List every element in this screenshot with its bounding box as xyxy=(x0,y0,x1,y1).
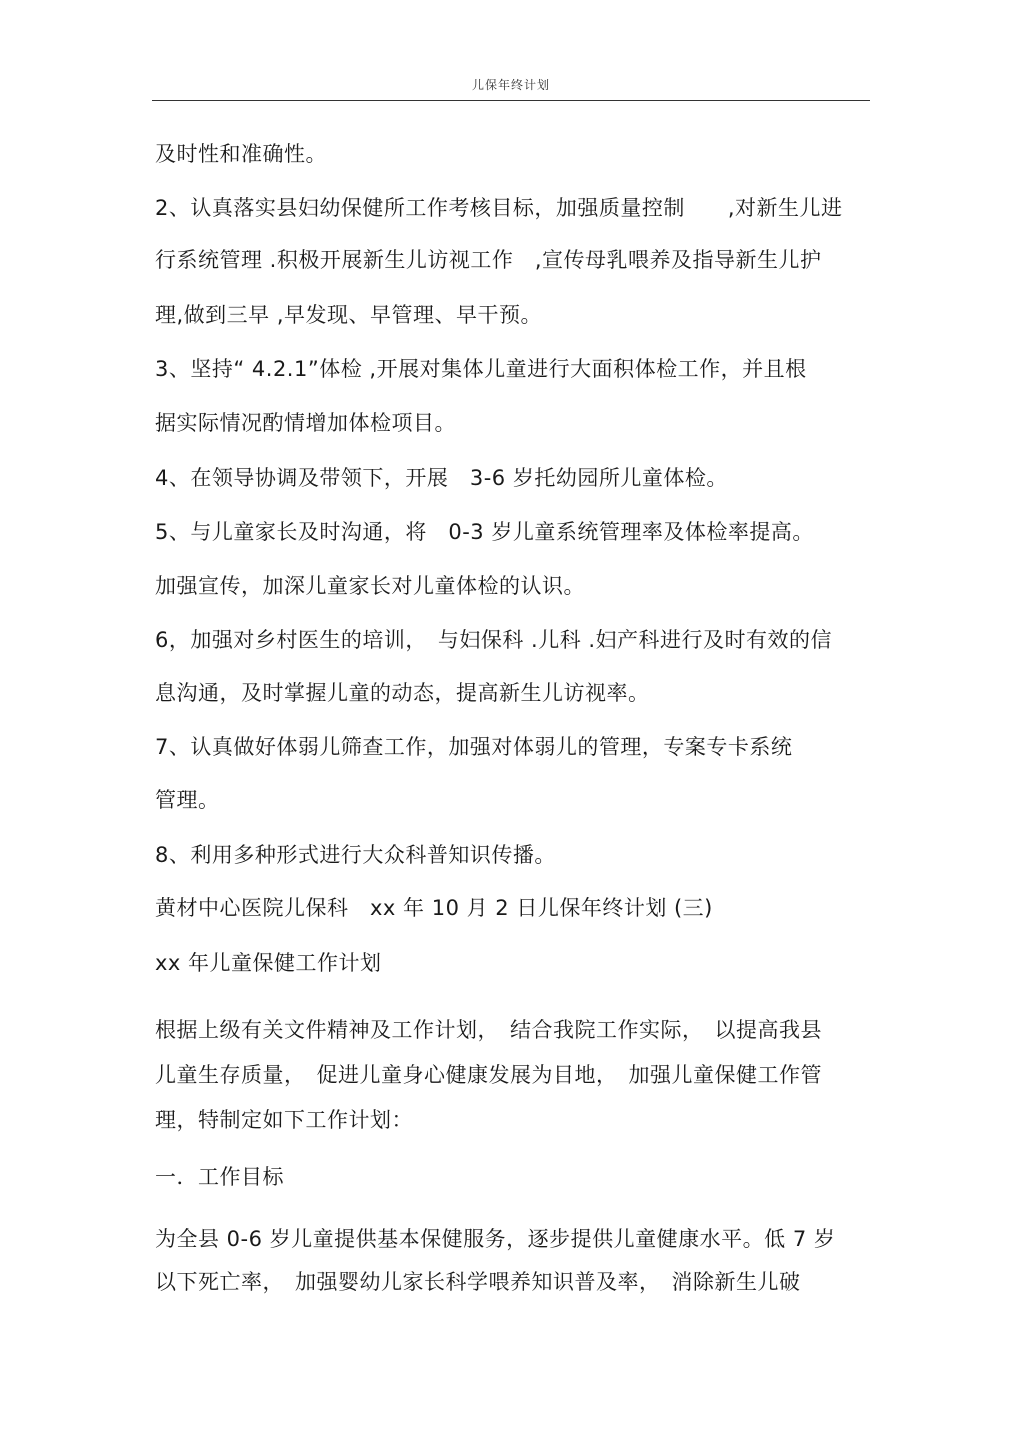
text-line: 以下死亡率， 加强婴幼儿家长科学喂养知识普及率， 消除新生儿破 xyxy=(155,1270,801,1294)
text-line: 根据上级有关文件精神及工作计划， 结合我院工作实际， 以提高我县 xyxy=(155,1018,822,1042)
text-line: 儿童生存质量， 促进儿童身心健康发展为目地， 加强儿童保健工作管 xyxy=(155,1063,822,1087)
text-line: 加强宣传，加深儿童家长对儿童体检的认识。 xyxy=(155,574,585,598)
text-line: 管理。 xyxy=(155,788,220,812)
text-line: 8、利用多种形式进行大众科普知识传播。 xyxy=(155,843,556,867)
text-line: 7、认真做好体弱儿筛查工作，加强对体弱儿的管理，专案专卡系统 xyxy=(155,735,793,759)
text-line: 及时性和准确性。 xyxy=(155,142,327,166)
text-line: xx 年儿童保健工作计划 xyxy=(155,951,382,975)
text-line: 黄材中心医院儿保科 xx 年 10 月 2 日儿保年终计划 (三) xyxy=(155,896,713,920)
section-heading: 一．工作目标 xyxy=(155,1165,284,1189)
text-line: 理,做到三早 ,早发现、早管理、早干预。 xyxy=(155,303,543,327)
text-line: 行系统管理 .积极开展新生儿访视工作 ,宣传母乳喂养及指导新生儿护 xyxy=(155,248,822,272)
text-line: 为全县 0-6 岁儿童提供基本保健服务，逐步提供儿童健康水平。低 7 岁 xyxy=(155,1227,836,1251)
header-title: 儿保年终计划 xyxy=(471,78,550,92)
text-line: 据实际情况酌情增加体检项目。 xyxy=(155,411,456,435)
text-line: 4、在领导协调及带领下，开展 3-6 岁托幼园所儿童体检。 xyxy=(155,466,728,490)
text-line: 2、认真落实县妇幼保健所工作考核目标，加强质量控制 ,对新生儿进 xyxy=(155,196,843,220)
text-line: 息沟通，及时掌握儿童的动态，提高新生儿访视率。 xyxy=(155,681,650,705)
page-header xyxy=(152,70,870,101)
text-line: 6，加强对乡村医生的培训， 与妇保科 .儿科 .妇产科进行及时有效的信 xyxy=(155,628,833,652)
text-line: 3、坚持“ 4.2.1”体检 ,开展对集体儿童进行大面积体检工作，并且根 xyxy=(155,357,807,381)
text-line: 5、与儿童家长及时沟通，将 0-3 岁儿童系统管理率及体检率提高。 xyxy=(155,520,814,544)
text-line: 理，特制定如下工作计划： xyxy=(155,1108,413,1132)
